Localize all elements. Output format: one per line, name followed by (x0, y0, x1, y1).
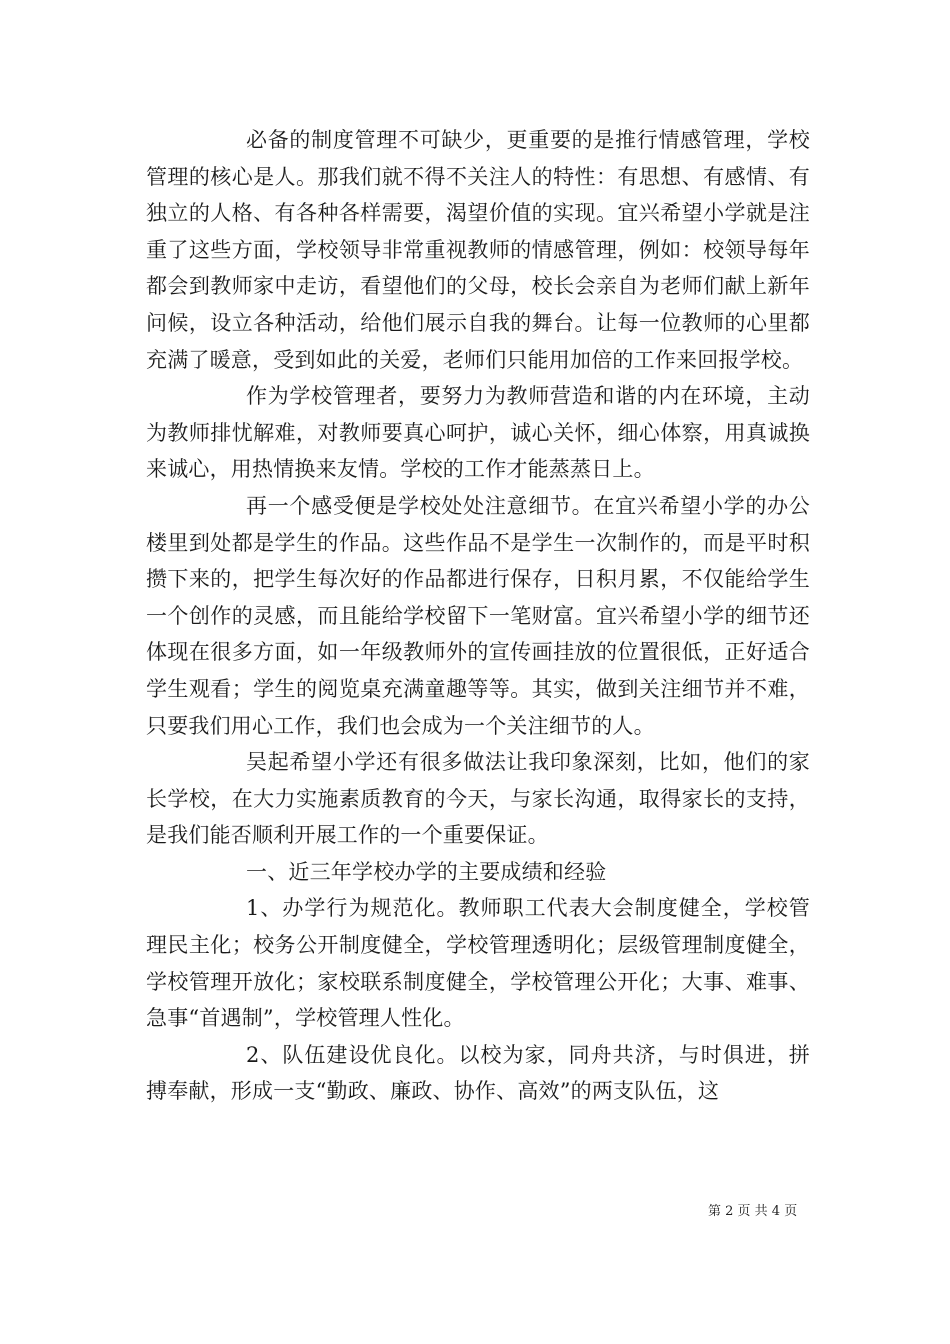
page-number-footer: 第 2 页 共 4 页 (708, 1204, 798, 1219)
paragraph-school-manager: 作为学校管理者，要努力为教师营造和谐的内在环境，主动为教师排忧解难，对教师要真心呵护，诚心关怀，细心体察，用真诚换来诚心，用热情换来友情。学校的工作才能蒸蒸日上。 (146, 384, 810, 482)
paragraph-details: 再一个感受便是学校处处注意细节。在宜兴希望小学的办公楼里到处都是学生的作品。这些作品不是学生一次制作的，而是平时积攒下来的，把学生每次好的作品都进行保存，日积月累，不仅能给学生一个创作的灵感，而且能给学校留下一笔财富。宜兴希望小学的细节还体现在很多方面，如一年级教师外的宣传画挂放的位置很低，正好适合学生观看；学生的阅览桌充满童趣等等。其实，做到关注细节并不难，只要我们用心工作，我们也会成为一个关注细节的人。 (146, 493, 810, 738)
paragraph-team-building: 2、队伍建设优良化。以校为家，同舟共济，与时俱进，拼搏奉献，形成一支“勤政、廉政、协作、高效”的两支队伍，这 (146, 1042, 810, 1104)
paragraph-parent-school: 吴起希望小学还有很多做法让我印象深刻，比如，他们的家长学校，在大力实施素质教育的今天，与家长沟通，取得家长的支持，是我们能否顺利开展工作的一个重要保证。 (146, 750, 810, 848)
document-body (146, 122, 810, 1110)
section-heading-achievements: 一、近三年学校办学的主要成绩和经验 (246, 859, 607, 884)
paragraph-standardization: 1、办学行为规范化。教师职工代表大会制度健全，学校管理民主化；校务公开制度健全，学校管理透明化；层级管理制度健全，学校管理开放化；家校联系制度健全，学校管理公开化；大事、难事、急事“首遇制”，学校管理人性化。 (146, 896, 810, 1031)
paragraph-emotional-management: 必备的制度管理不可缺少，更重要的是推行情感管理，学校管理的核心是人。那我们就不得不关注人的特性：有思想、有感情、有独立的人格、有各种各样需要，渴望价值的实现。宜兴希望小学就是注重了这些方面，学校领导非常重视教师的情感管理，例如：校领导每年都会到教师家中走访，看望他们的父母，校长会亲自为老师们献上新年问候，设立各种活动，给他们展示自我的舞台。让每一位教师的心里都充满了暖意，受到如此的关爱，老师们只能用加倍的工作来回报学校。 (146, 128, 810, 372)
